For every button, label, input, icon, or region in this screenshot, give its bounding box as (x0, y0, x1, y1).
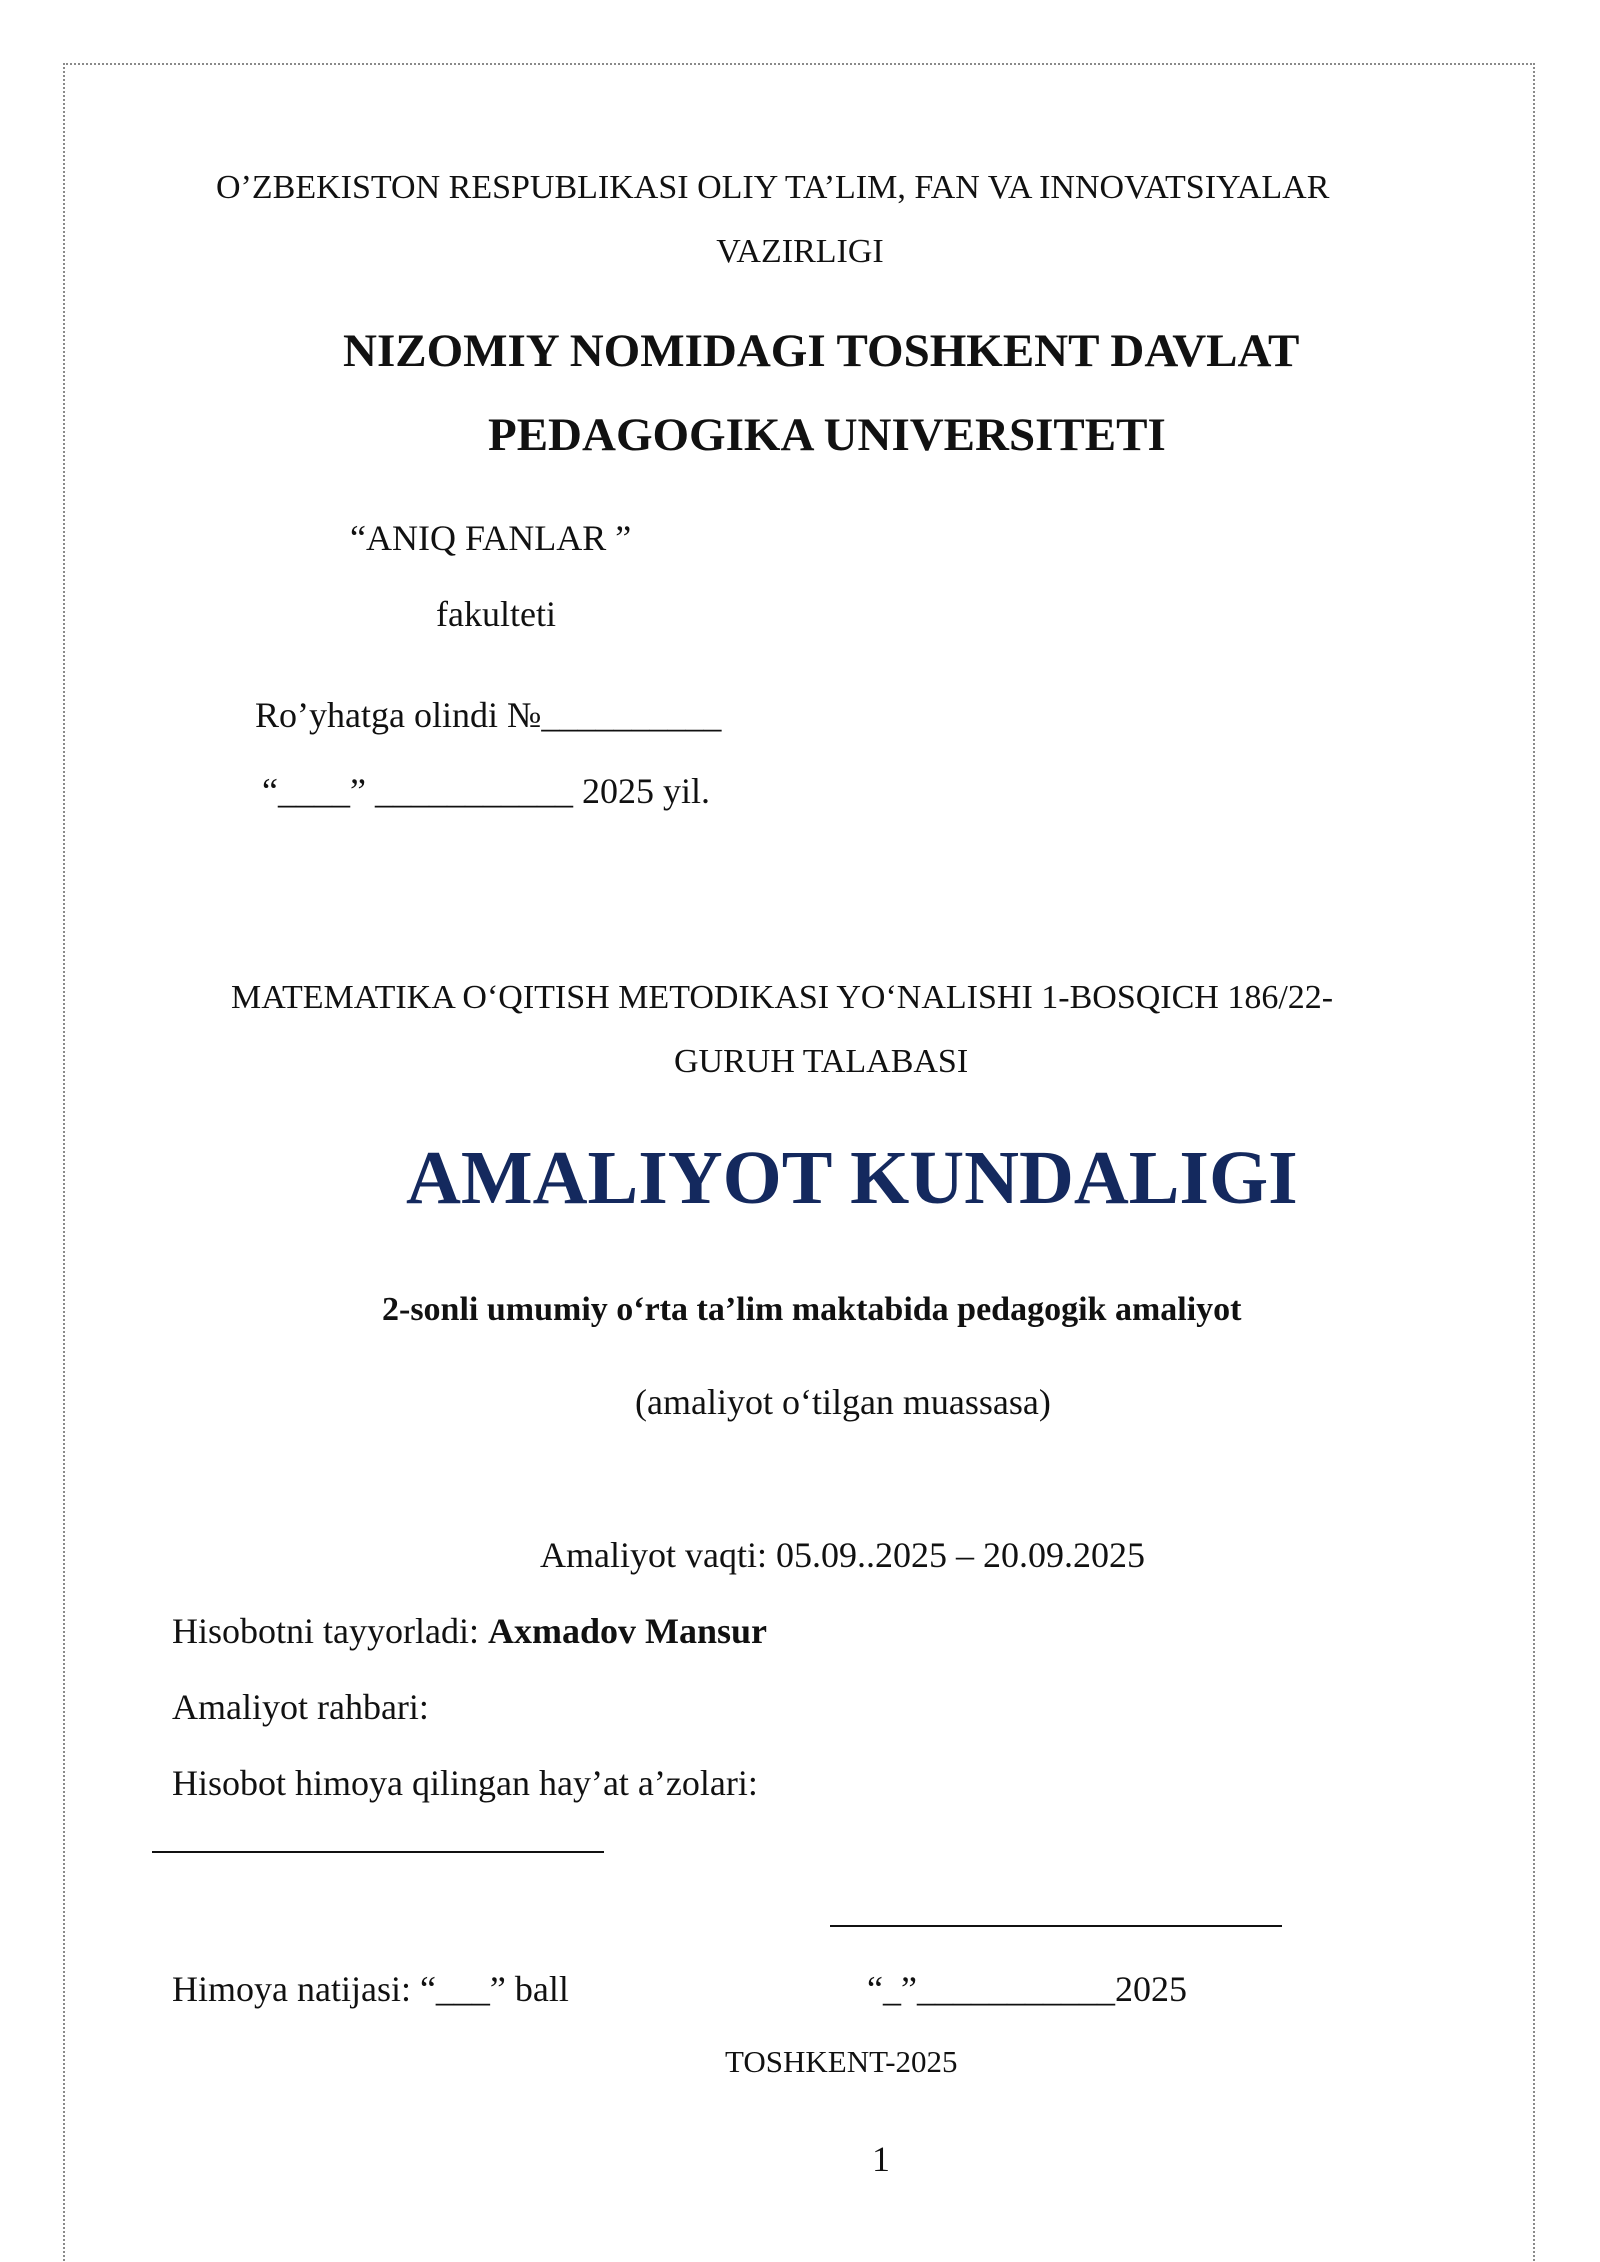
committee-signature-line (152, 1851, 604, 1853)
ministry-line-2: VAZIRLIGI (716, 233, 884, 270)
student-name: Axmadov Mansur (487, 1611, 767, 1651)
prepared-by (172, 1613, 767, 1649)
faculty-name: “ANIQ FANLAR ” (350, 518, 632, 558)
practice-period: Amaliyot vaqti: 05.09..2025 – 20.09.2025 (540, 1535, 1145, 1575)
registration-date: “____” ___________ 2025 yil. (262, 771, 710, 811)
faculty-word: fakulteti (436, 594, 556, 634)
university-line-2: PEDAGOGIKA UNIVERSITETI (488, 409, 1166, 461)
city-year: TOSHKENT-2025 (725, 2044, 958, 2079)
document-title: AMALIYOT KUNDALIGI (406, 1136, 1298, 1220)
prepared-by-label: Hisobotni tayyorladi: (172, 1611, 488, 1651)
student-info-line-2: GURUH TALABASI (674, 1043, 969, 1080)
supervisor-label: Amaliyot rahbari: (172, 1687, 429, 1727)
ministry-line-1: O’ZBEKISTON RESPUBLIKASI OLIY TA’LIM, FAN VA INNOVATSIYALAR (216, 169, 1330, 206)
date-signature-line (830, 1925, 1282, 1927)
university-line-1: NIZOMIY NOMIDAGI TOSHKENT DAVLAT (343, 325, 1300, 377)
registration-number: Ro’yhatga olindi №__________ (255, 695, 722, 735)
defense-date: “_”___________2025 (867, 1969, 1187, 2009)
practice-place-caption: (amaliyot o‘tilgan muassasa) (635, 1382, 1051, 1422)
practice-place: 2-sonli umumiy o‘rta ta’lim maktabida pedagogik amaliyot (382, 1291, 1242, 1328)
student-info-line-1: MATEMATIKA O‘QITISH METODIKASI YO‘NALISHI 1-BOSQICH 186/22- (231, 979, 1334, 1016)
committee-label: Hisobot himoya qilingan hay’at a’zolari: (172, 1763, 758, 1803)
defense-result: Himoya natijasi: “___” ball (172, 1969, 569, 2009)
page-number: 1 (872, 2139, 890, 2179)
